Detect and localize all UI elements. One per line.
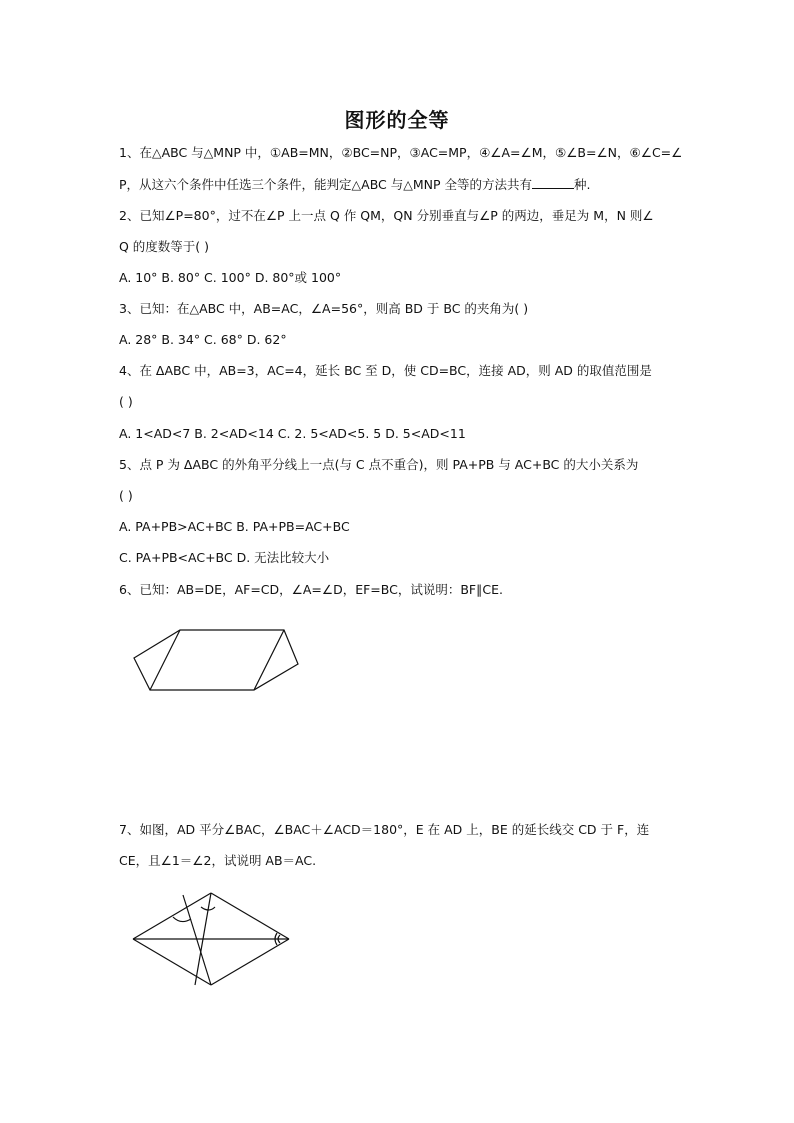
q6-figure bbox=[120, 620, 310, 700]
q5-line2: ( ) bbox=[119, 488, 133, 503]
q6-hexagon-outline bbox=[134, 630, 298, 690]
q7-line1: 7、如图，AD 平分∠BAC，∠BAC＋∠ACD＝180°，E 在 AD 上，BE 的延长线交 CD 于 F，连 bbox=[119, 822, 650, 837]
q1-line1: 1、在△ABC 与△MNP 中，①AB=MN，②BC=NP，③AC=MP，④∠A=∠M，⑤∠B=∠N，⑥∠C=∠ bbox=[119, 145, 683, 160]
q2-line2: Q 的度数等于( ) bbox=[119, 239, 210, 254]
q7-figure bbox=[125, 885, 300, 995]
q1-line2-suffix: 种. bbox=[574, 177, 591, 192]
q7-line-bd bbox=[211, 893, 289, 939]
q7-line-ab bbox=[133, 893, 211, 939]
q4-line2: ( ) bbox=[119, 394, 133, 409]
q7-line2: CE，且∠1＝∠2，试说明 AB＝AC. bbox=[119, 853, 317, 868]
q1-line2-text: P，从这六个条件中任选三个条件，能判定△ABC 与△MNP 全等的方法共有 bbox=[119, 177, 533, 192]
q7-angle-arc-1 bbox=[173, 917, 191, 922]
q4-options: A. 1<AD<7 B. 2<AD<14 C. 2. 5<AD<5. 5 D. 5<AD<11 bbox=[119, 426, 466, 441]
q1-line2 bbox=[119, 176, 679, 194]
q2-options: A. 10° B. 80° C. 100° D. 80°或 100° bbox=[119, 270, 342, 285]
q2-line1: 2、已知∠P=80°，过不在∠P 上一点 Q 作 QM，QN 分别垂直与∠P 的两边，垂足为 M，N 则∠ bbox=[119, 208, 654, 223]
q6-line1: 6、已知：AB=DE，AF=CD，∠A=∠D，EF=BC，试说明：BF∥CE. bbox=[119, 582, 503, 597]
q3-options: A. 28° B. 34° C. 68° D. 62° bbox=[119, 332, 287, 347]
q4-line1: 4、在 ΔABC 中，AB=3，AC=4，延长 BC 至 D，使 CD=BC，连接 AD，则 AD 的取值范围是 bbox=[119, 363, 652, 378]
q5-line1: 5、点 P 为 ΔABC 的外角平分线上一点(与 C 点不重合)，则 PA+PB 与 AC+BC 的大小关系为 bbox=[119, 457, 639, 472]
q7-line-cd bbox=[211, 939, 289, 985]
q5-options-cd: C. PA+PB<AC+BC D. 无法比较大小 bbox=[119, 550, 330, 565]
q5-options-ab: A. PA+PB>AC+BC B. PA+PB=AC+BC bbox=[119, 519, 350, 534]
answer-blank[interactable] bbox=[532, 176, 574, 189]
q3-line1: 3、已知：在△ABC 中，AB=AC，∠A=56°，则高 BD 于 BC 的夹角为( ) bbox=[119, 301, 529, 316]
page-title: 图形的全等 bbox=[344, 108, 450, 132]
